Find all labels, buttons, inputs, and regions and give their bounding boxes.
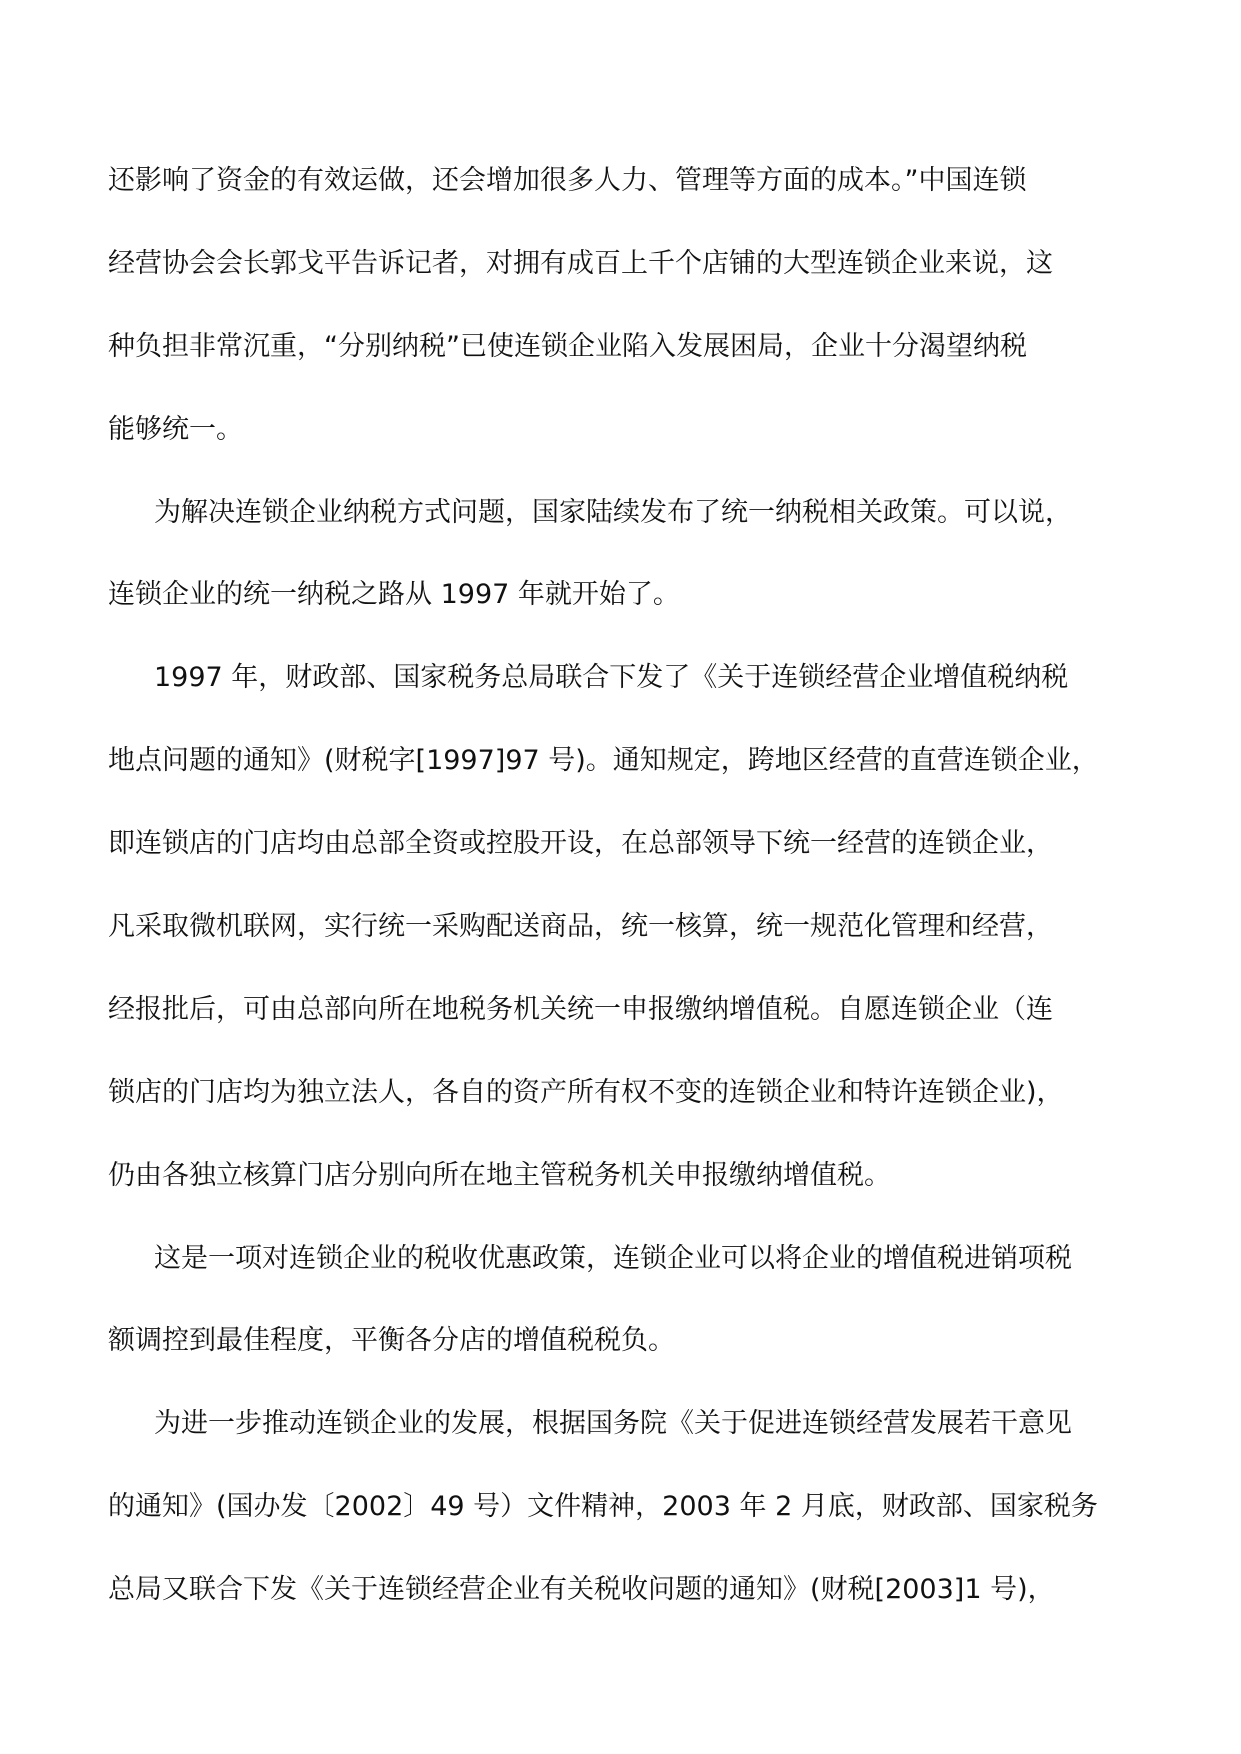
text-line: 的通知》(国办发〔2002〕49 号）文件精神，2003 年 2 月底，财政部、国家税务 <box>108 1491 1098 1523</box>
text-line: 能够统一。 <box>108 413 243 445</box>
text-line: 连锁企业的统一纳税之路从 1997 年就开始了。 <box>108 579 680 611</box>
text-line: 为解决连锁企业纳税方式问题，国家陆续发布了统一纳税相关政策。可以说， <box>154 496 1072 528</box>
text-line: 总局又联合下发《关于连锁经营企业有关税收问题的通知》(财税[2003]1 号)， <box>108 1574 1055 1606</box>
text-line: 锁店的门店均为独立法人，各自的资产所有权不变的连锁企业和特许连锁企业)， <box>108 1076 1064 1108</box>
text-line: 即连锁店的门店均由总部全资或控股开设，在总部领导下统一经营的连锁企业， <box>108 828 1053 860</box>
text-line: 种负担非常沉重，“分别纳税”已使连锁企业陷入发展困局，企业十分渴望纳税 <box>108 330 1027 362</box>
text-line: 经营协会会长郭戈平告诉记者，对拥有成百上千个店铺的大型连锁企业来说，这 <box>108 247 1053 279</box>
text-line: 1997 年，财政部、国家税务总局联合下发了《关于连锁经营企业增值税纳税 <box>154 662 1069 694</box>
body-text <box>108 160 1138 1652</box>
text-line: 经报批后，可由总部向所在地税务机关统一申报缴纳增值税。自愿连锁企业（连 <box>108 993 1053 1025</box>
text-line: 这是一项对连锁企业的税收优惠政策，连锁企业可以将企业的增值税进销项税 <box>154 1242 1072 1274</box>
text-line: 仍由各独立核算门店分别向所在地主管税务机关申报缴纳增值税。 <box>108 1159 891 1191</box>
text-line: 额调控到最佳程度，平衡各分店的增值税税负。 <box>108 1325 675 1357</box>
text-line: 还影响了资金的有效运做，还会增加很多人力、管理等方面的成本。”中国连锁 <box>108 165 1027 196</box>
text-line: 地点问题的通知》(财税字[1997]97 号)。通知规定，跨地区经营的直营连锁企业， <box>108 745 1099 777</box>
text-line: 凡采取微机联网，实行统一采购配送商品，统一核算，统一规范化管理和经营， <box>108 911 1053 943</box>
text-line: 为进一步推动连锁企业的发展，根据国务院《关于促进连锁经营发展若干意见 <box>154 1408 1072 1440</box>
